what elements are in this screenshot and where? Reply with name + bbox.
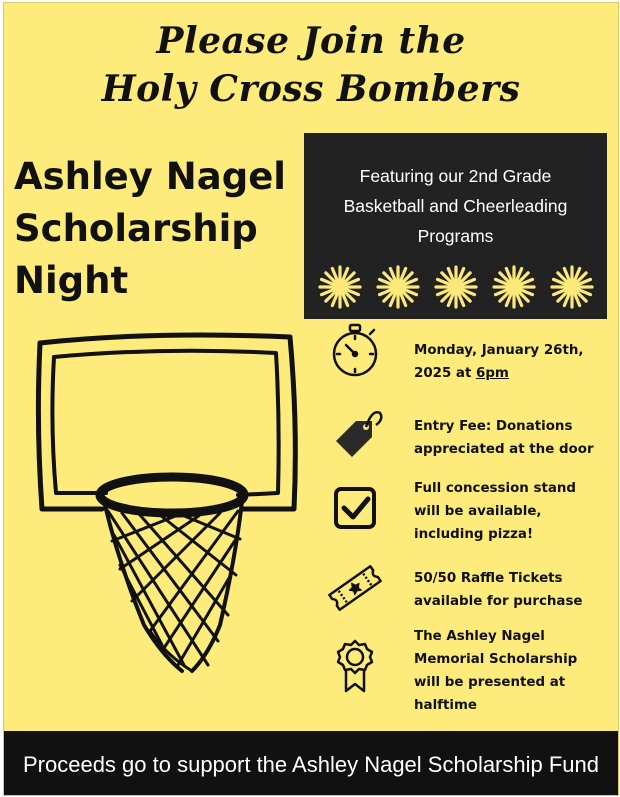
- starburst-icon: [492, 265, 536, 309]
- feature-line-3: Programs: [417, 226, 494, 246]
- feature-line-2: Basketball and Cheerleading: [343, 196, 568, 216]
- event-title-line-1: Ashley Nagel: [14, 155, 286, 198]
- date-time-text: [414, 339, 619, 385]
- starburst-icon: [318, 265, 362, 309]
- ticket-icon: [326, 559, 384, 617]
- event-title-line-2: Scholarship: [14, 207, 258, 250]
- feature-line-1: Featuring our 2nd Grade: [359, 166, 552, 186]
- feature-text: [304, 161, 607, 251]
- flyer: [3, 2, 619, 796]
- footer-bar: [4, 731, 618, 795]
- checkbox-icon: [326, 477, 384, 535]
- starburst-row: [318, 265, 594, 309]
- starburst-icon: [376, 265, 420, 309]
- starburst-icon: [550, 265, 594, 309]
- headline-line-1: Please Join the: [156, 20, 466, 62]
- date-time-underlined: 6pm: [476, 366, 509, 381]
- scholarship-text: The Ashley Nagel Memorial Scholarship will be presented at halftime: [414, 629, 578, 713]
- date-time-main: Monday, January 26th, 2025 at: [414, 343, 584, 381]
- headline: [4, 17, 618, 113]
- feature-box: [304, 133, 607, 319]
- stopwatch-icon: [326, 321, 384, 379]
- concessions-text: Full concession stand will be available, including pizza!: [414, 481, 576, 542]
- headline-line-2: Holy Cross Bombers: [101, 68, 521, 110]
- event-title: [14, 151, 286, 307]
- event-title-line-3: Night: [14, 259, 129, 302]
- raffle-text: 50/50 Raffle Tickets available for purchase: [414, 571, 583, 609]
- starburst-icon: [434, 265, 478, 309]
- footer-text: Proceeds go to support the Ashley Nagel Scholarship Fund: [22, 752, 600, 777]
- basketball-hoop-icon: [32, 325, 322, 695]
- award-ribbon-icon: [326, 637, 384, 695]
- price-tag-icon: [326, 403, 384, 461]
- entry-fee-text: Entry Fee: Donations appreciated at the door: [414, 419, 594, 457]
